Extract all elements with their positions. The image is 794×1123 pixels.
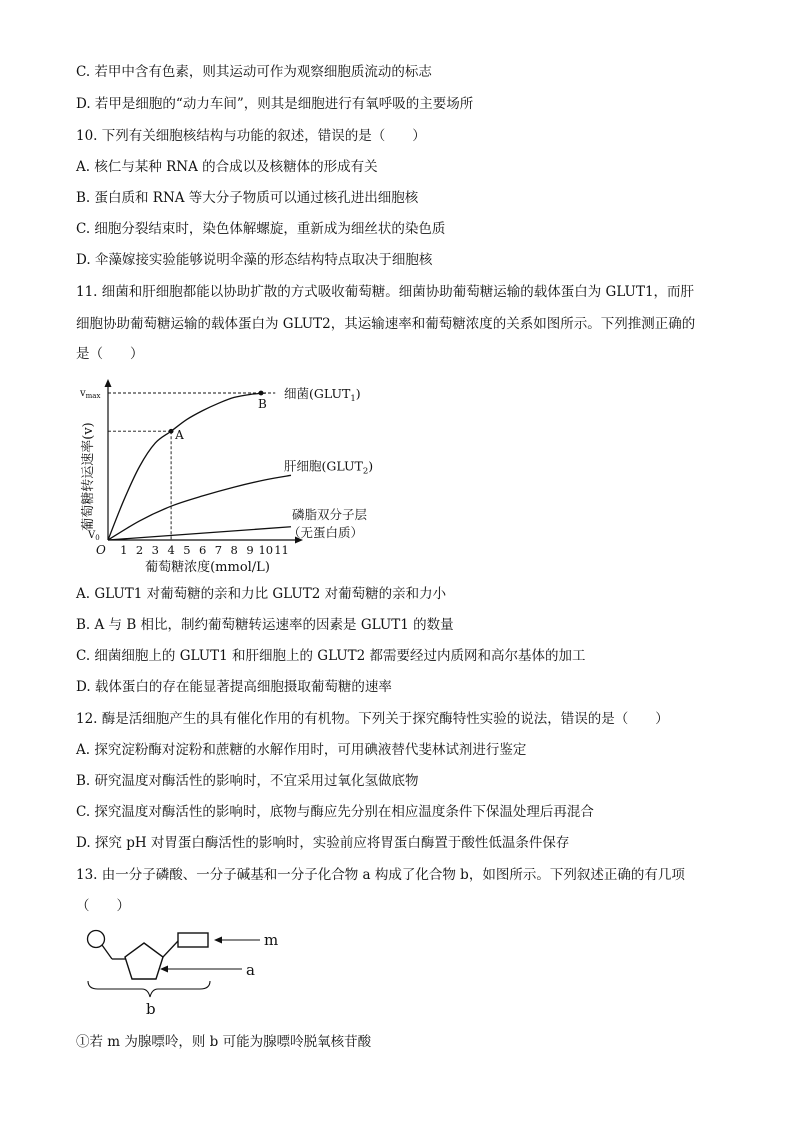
phosphate-circle: [88, 931, 105, 948]
q13-stem: 13. 由一分子磷酸、一分子碱基和一分子化合物 a 构成了化合物 b，如图所示。下列叙述正确的有几项: [76, 867, 685, 883]
point-a-dot: [169, 429, 174, 434]
q10-option-b: B. 蛋白质和 RNA 等大分子物质可以通过核孔进出细胞核: [76, 190, 419, 206]
x-tick-label: 1: [120, 543, 128, 557]
q11-option-a: A. GLUT1 对葡萄糖的亲和力比 GLUT2 对葡萄糖的亲和力小: [76, 586, 447, 602]
q11-stem-line3: 是（ ）: [76, 346, 144, 362]
x-tick-label: 7: [214, 543, 223, 557]
x-tick-label: 4: [167, 543, 175, 557]
pentose-pentagon: [125, 943, 163, 979]
point-b-label: B: [258, 397, 267, 411]
x-tick-label: 5: [183, 543, 191, 557]
q10-stem: 10. 下列有关细胞核结构与功能的叙述，错误的是（ ）: [76, 128, 426, 144]
series-bacteria-curve: [108, 393, 266, 540]
glucose-transport-chart: [76, 375, 396, 585]
q9-option-d: D. 若甲是细胞的“动力车间”，则其是细胞进行有氧呼吸的主要场所: [76, 96, 474, 112]
q12-stem: 12. 酶是活细胞产生的具有催化作用的有机物。下列关于探究酶特性实验的说法，错误的是（ ）: [76, 711, 669, 727]
y-v0-label: $V_0$: [88, 530, 100, 542]
q12-option-d: D. 探究 pH 对胃蛋白酶活性的影响时，实验前应将胃蛋白酶置于酸性低温条件保存: [76, 835, 570, 851]
y-axis-label: 葡萄糖转运速率(v): [81, 422, 96, 531]
x-tick-label: 9: [246, 543, 254, 557]
series-bacteria-label: 细菌$(GLUT_1)$: [284, 386, 361, 404]
nucleotide-diagram: [82, 925, 282, 1020]
x-tick-label: 2: [135, 543, 144, 557]
base-rectangle: [178, 933, 208, 947]
phosphate-bond: [102, 945, 112, 959]
x-tick-label: 8: [230, 543, 238, 557]
q9-option-c: C. 若甲中含有色素，则其运动可作为观察细胞质流动的标志: [76, 64, 432, 80]
q11-stem-line2: 细胞协助葡萄糖运输的载体蛋白为 GLUT2，其运输速率和葡萄糖浓度的关系如图所示。下列推测正确的: [76, 316, 696, 332]
base-bond: [163, 941, 178, 957]
q12-option-a: A. 探究淀粉酶对淀粉和蔗糖的水解作用时，可用碘液替代斐林试剂进行鉴定: [76, 742, 527, 758]
q12-option-b: B. 研究温度对酶活性的影响时，不宜采用过氧化氢做底物: [76, 773, 419, 789]
point-b-dot: [259, 391, 264, 396]
series-lipid-bilayer-line: [108, 527, 291, 540]
series-lipid-label-line2: （无蛋白质）: [288, 525, 364, 540]
q11-option-d: D. 载体蛋白的存在能显著提高细胞摄取葡萄糖的速率: [76, 679, 392, 695]
label-a: a: [246, 961, 255, 979]
q11-option-b: B. A 与 B 相比，制约葡萄糖转运速率的因素是 GLUT1 的数量: [76, 617, 454, 633]
y-vmax-label: $v_{max}$: [80, 388, 101, 400]
q13-item-1: ①若 m 为腺嘌呤，则 b 可能为腺嘌呤脱氧核苷酸: [76, 1034, 372, 1050]
x-tick-label: 3: [151, 543, 159, 557]
arrow-a-head: [160, 966, 168, 973]
q11-option-c: C. 细菌细胞上的 GLUT1 和肝细胞上的 GLUT2 都需要经过内质网和高尔基体的加工: [76, 648, 586, 664]
q12-option-c: C. 探究温度对酶活性的影响时，底物与酶应先分别在相应温度条件下保温处理后再混合: [76, 804, 594, 820]
q10-option-c: C. 细胞分裂结束时，染色体解螺旋，重新成为细丝状的染色质: [76, 221, 446, 237]
label-b: b: [146, 1000, 156, 1018]
brace-b: [88, 981, 210, 997]
q10-option-d: D. 伞藻嫁接实验能够说明伞藻的形态结构特点取决于细胞核: [76, 252, 433, 268]
x-tick-label: 10: [258, 543, 274, 557]
y-axis-arrow: [105, 379, 112, 387]
point-a-label: A: [175, 428, 184, 443]
label-m: m: [264, 931, 279, 949]
q11-stem-line1: 11. 细菌和肝细胞都能以协助扩散的方式吸收葡萄糖。细菌协助葡萄糖运输的载体蛋白为 GLUT1，而肝: [76, 284, 695, 300]
x-tick-label: 6: [198, 543, 207, 557]
q13-paren: （ ）: [76, 898, 130, 914]
q10-option-a: A. 核仁与某种 RNA 的合成以及核糖体的形成有关: [76, 159, 378, 175]
series-liver-curve: [108, 475, 291, 540]
arrow-m-head: [214, 937, 222, 944]
x-axis-label: 葡萄糖浓度(mmol/L): [145, 560, 270, 575]
origin-label: O: [96, 543, 106, 557]
series-liver-label: 肝细胞$(GLUT_2)$: [284, 458, 374, 477]
series-lipid-label: 磷脂双分子层: [292, 507, 368, 522]
x-tick-label: 11: [274, 543, 289, 557]
